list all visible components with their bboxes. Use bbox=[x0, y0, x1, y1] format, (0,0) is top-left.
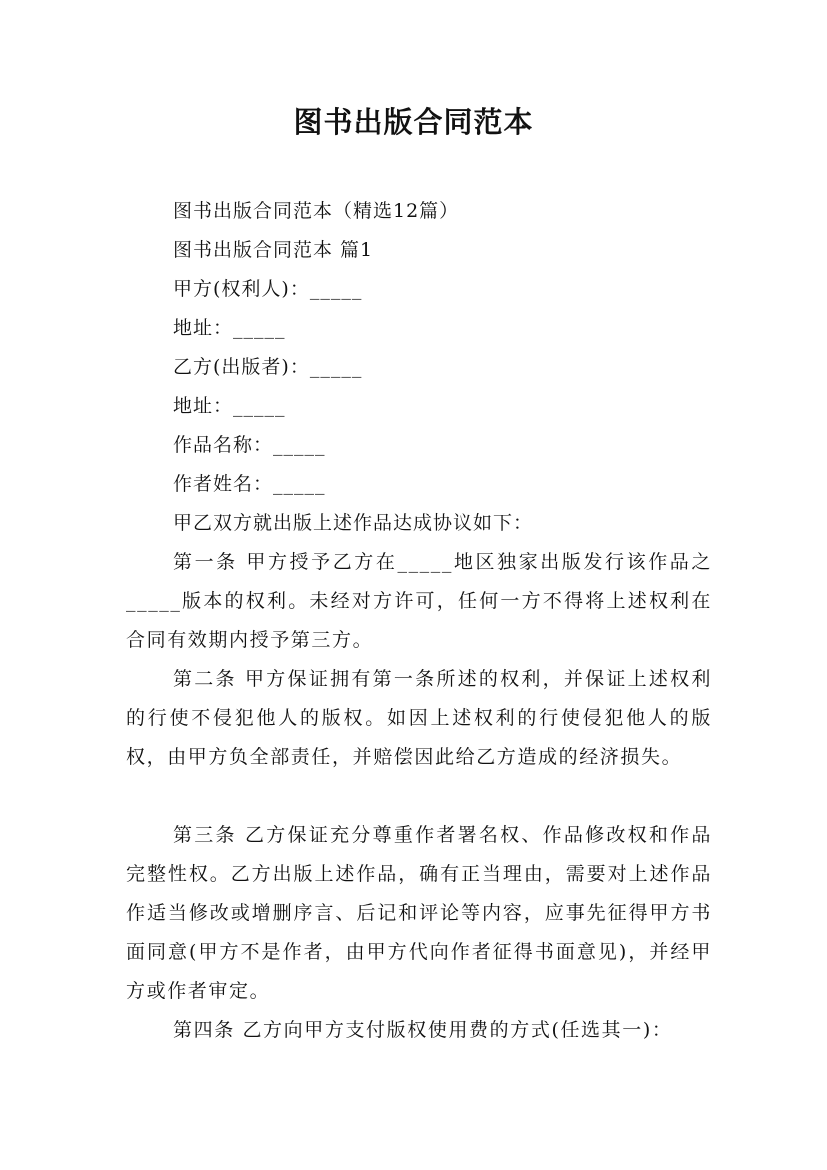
party-b-address-field: 地址：_____ bbox=[173, 395, 286, 417]
article-1: 第一条 甲方授予乙方在_____地区独家出版发行该作品之_____版本的权利。未经对方许可，任何一方不得将上述权利在合同有效期内授予第三方。 bbox=[126, 551, 712, 651]
article-3: 第三条 乙方保证充分尊重作者署名权、作品修改权和作品完整性权。乙方出版上述作品，确有正当理由，需要对上述作品作适当修改或增删序言、后记和评论等内容，应事先征得甲方书面同意(甲方不是作者，由甲方代向作者征得书面意见)，并经甲方或作者审定。 bbox=[126, 824, 712, 1002]
party-a-address-field: 地址：_____ bbox=[173, 317, 286, 339]
party-a-field: 甲方(权利人)：_____ bbox=[173, 278, 363, 300]
article-4: 第四条 乙方向甲方支付版权使用费的方式(任选其一)： bbox=[173, 1019, 673, 1041]
section-heading: 图书出版合同范本 篇1 bbox=[173, 239, 374, 261]
subtitle-line: 图书出版合同范本（精选12篇） bbox=[173, 200, 460, 222]
article-2: 第二条 甲方保证拥有第一条所述的权利，并保证上述权利的行使不侵犯他人的版权。如因上述权利的行使侵犯他人的版权，由甲方负全部责任，并赔偿因此给乙方造成的经济损失。 bbox=[126, 668, 712, 768]
author-name-field: 作者姓名：_____ bbox=[173, 473, 326, 495]
work-title-field: 作品名称：_____ bbox=[173, 434, 326, 456]
document-title: 图书出版合同范本 bbox=[293, 105, 534, 139]
agreement-intro: 甲乙双方就出版上述作品达成协议如下： bbox=[173, 512, 534, 534]
party-b-field: 乙方(出版者)：_____ bbox=[173, 356, 363, 378]
